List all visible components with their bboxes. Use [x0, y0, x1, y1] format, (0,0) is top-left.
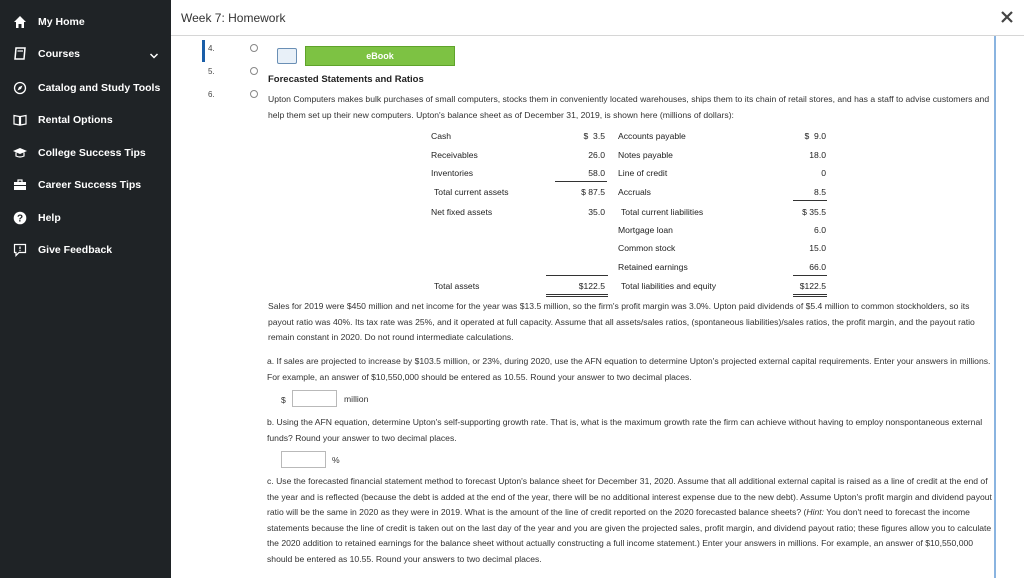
- question-number: 6.: [208, 90, 215, 99]
- sidebar-item-give-feedback[interactable]: [0, 236, 171, 264]
- sidebar-item-college-success[interactable]: [0, 139, 171, 167]
- answer-unit: million: [344, 394, 369, 404]
- question-number: 5.: [208, 67, 215, 76]
- sidebar-item-courses[interactable]: [0, 40, 171, 68]
- bs-label: Accruals: [618, 187, 651, 197]
- sidebar-item-my-home[interactable]: [0, 8, 171, 36]
- problem-content: [263, 36, 995, 578]
- bs-label: Total current assets: [434, 187, 509, 197]
- question-status-radio[interactable]: [250, 67, 258, 75]
- bs-label: Net fixed assets: [431, 207, 493, 217]
- problem-intro: Upton Computers makes bulk purchases of small computers, stocks them in conveniently located warehouses, ships them to its chain of retail stores, and has a staff to advise customers and help them set up their new computers. Upton's balance sheet as of December 31, 2019, is shown here (millions of dollars):: [268, 94, 990, 120]
- sidebar-item-label: Career Success Tips: [38, 179, 142, 191]
- hint-label: Hint:: [806, 507, 825, 517]
- sidebar-item-catalog[interactable]: [0, 74, 171, 102]
- part-c-text-after: You don't need to forecast the income statements because the line of credit is taken out on the last day of the year and you are given the projected sales, profit margin, and dividend payout ratio; these figures allow you to calculate the 2020 addition to retained earnings for the balance sheet without actually constructing a full income statement.) Enter your answers in millions. For example, an answer of $10,550,000 should be entered as 10.55. Round your answers to two decimal places.: [267, 507, 992, 564]
- page-title: Week 7: Homework: [181, 11, 286, 25]
- svg-text:?: ?: [16, 213, 24, 225]
- subtotal-rule: [555, 181, 607, 182]
- compass-icon: [12, 80, 28, 96]
- bs-total-value: $122.5: [799, 281, 826, 291]
- part-c-text: [267, 474, 992, 567]
- bs-value: 6.0: [814, 225, 826, 235]
- question-item-4[interactable]: [200, 40, 260, 60]
- bs-label: Line of credit: [618, 168, 668, 178]
- feedback-icon: [12, 242, 28, 258]
- total-rule: [793, 275, 827, 276]
- bs-label: Accounts payable: [618, 131, 686, 141]
- problem-title: Forecasted Statements and Ratios: [268, 74, 424, 85]
- bs-value: 8.5: [814, 187, 826, 197]
- bs-label: Common stock: [618, 243, 676, 253]
- question-number: 4.: [208, 44, 215, 53]
- close-icon[interactable]: [999, 9, 1015, 25]
- bs-value: 58.0: [588, 168, 605, 178]
- bs-label: Cash: [431, 131, 452, 141]
- question-nav: [200, 36, 260, 578]
- bs-value: 26.0: [588, 150, 605, 160]
- bs-value: $ 9.0: [804, 131, 826, 141]
- afn-answer-input[interactable]: [292, 390, 337, 407]
- double-rule: [793, 294, 827, 295]
- growth-rate-input[interactable]: [281, 451, 326, 468]
- bs-label: Receivables: [431, 150, 478, 160]
- book-icon: [12, 46, 28, 62]
- bs-label: Mortgage loan: [618, 225, 673, 235]
- assignment-header: [171, 0, 1024, 36]
- bs-total-label: Total liabilities and equity: [621, 281, 717, 291]
- sidebar-item-rental-options[interactable]: [0, 106, 171, 134]
- sidebar-item-label: Courses: [38, 48, 81, 60]
- bs-value: $ 87.5: [581, 187, 605, 197]
- sidebar-item-label: Rental Options: [38, 114, 113, 126]
- bs-value: $ 35.5: [802, 207, 826, 217]
- bs-label: Inventories: [431, 168, 474, 178]
- bs-value: 15.0: [809, 243, 826, 253]
- total-rule: [546, 275, 608, 276]
- question-item-5[interactable]: [200, 63, 260, 83]
- home-icon: [12, 14, 28, 30]
- sidebar-item-label: Catalog and Study Tools: [38, 82, 161, 94]
- sidebar-item-help[interactable]: [0, 204, 171, 232]
- bs-value: 18.0: [809, 150, 826, 160]
- bs-total-label: Total assets: [434, 281, 480, 291]
- briefcase-icon: [12, 177, 28, 193]
- sidebar-item-label: Help: [38, 212, 61, 224]
- sidebar-item-label: College Success Tips: [38, 147, 146, 159]
- bs-value: 0: [821, 168, 826, 178]
- double-rule: [546, 294, 608, 295]
- question-status-radio[interactable]: [250, 44, 258, 52]
- bs-total-value: $122.5: [578, 281, 605, 291]
- sales-paragraph: Sales for 2019 were $450 million and net income for the year was $13.5 million, so the firm's profit margin was 3.0%. Upton paid dividends of $5.4 million to common stockholders, so its payout ratio was 40%. Its tax rate was 25%, and it operated at full capacity. Assume that all assets/sales ratios, (spontaneous liabilities)/sales ratios, the profit margin, and the payout ratio remain constant in 2020. Do not round intermediate calculations.: [268, 301, 975, 342]
- sidebar-item-label: Give Feedback: [38, 244, 113, 256]
- help-icon: [12, 210, 28, 226]
- sidebar-item-career-success[interactable]: [0, 171, 171, 199]
- graduation-cap-icon: [12, 145, 28, 161]
- open-book-icon: [12, 112, 28, 128]
- subtotal-rule: [793, 200, 827, 201]
- bs-value: $ 3.5: [583, 131, 605, 141]
- sidebar: [0, 0, 171, 578]
- ebook-icon: [277, 48, 297, 64]
- bs-label: Notes payable: [618, 150, 673, 160]
- question-item-6[interactable]: [200, 86, 260, 106]
- ebook-button[interactable]: eBook: [305, 46, 455, 66]
- bs-label: Retained earnings: [618, 262, 688, 272]
- currency-symbol: $: [281, 395, 286, 405]
- bs-label: Total current liabilities: [621, 207, 704, 217]
- bs-value: 35.0: [588, 207, 605, 217]
- chevron-down-icon[interactable]: [149, 48, 159, 66]
- ebook-link[interactable]: [277, 46, 442, 66]
- question-status-radio[interactable]: [250, 90, 258, 98]
- double-rule: [546, 296, 608, 297]
- part-c-text-before: c. Use the forecasted financial statement method to forecast Upton's balance sheet for December 31, 2020. Assume that all additional external capital is raised as a line of credit at the end of the year and is reflected (because the debt is added at the end of the year, there will be no additional interest expense due to the new debt). Assume Upton's profit margin and dividend payout ratio will be the same in 2020 as they were in 2019. What is the amount of the line of credit reported on the 2020 forecasted balance sheets? (: [267, 476, 992, 517]
- sidebar-item-label: My Home: [38, 16, 85, 28]
- part-a-text: a. If sales are projected to increase by $103.5 million, or 23%, during 2020, use the AFN equation to determine Upton's projected external capital requirements. Enter your answers in millions. For example, an answer of $10,550,000 should be entered as 10.55. Round your answer to two decimal places.: [267, 356, 991, 382]
- bs-value: 66.0: [809, 262, 826, 272]
- double-rule: [793, 296, 827, 297]
- part-b-text: b. Using the AFN equation, determine Upton's self-supporting growth rate. That is, what is the maximum growth rate the firm can achieve without having to employ nonspontaneous external funds? Round your answer to two decimal places.: [267, 417, 983, 443]
- answer-unit: %: [332, 455, 340, 465]
